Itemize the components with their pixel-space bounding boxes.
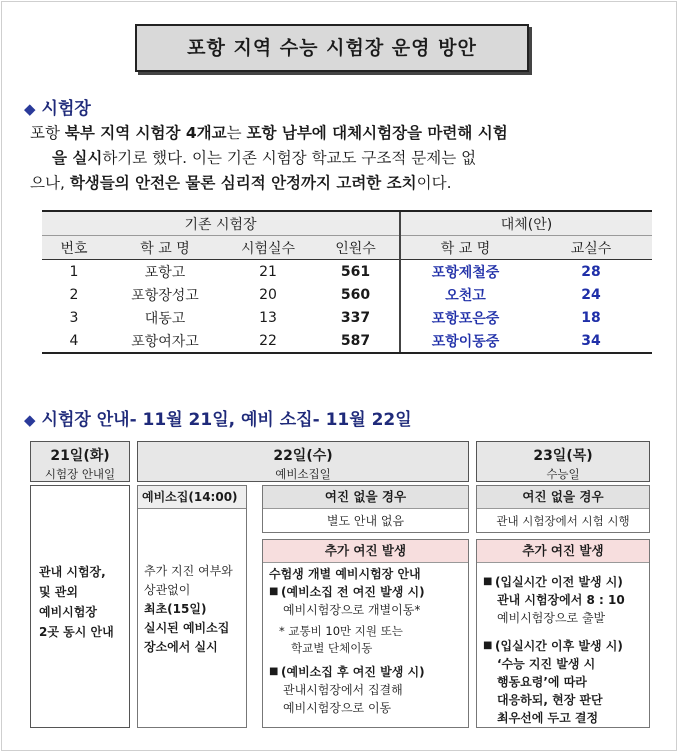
cell-number: 2 <box>69 286 79 303</box>
cell-alt-school: 포항이동중 <box>400 329 530 353</box>
cell-rooms: 22 <box>224 329 312 353</box>
section-heading-exam-site <box>24 94 91 119</box>
day1-line: 관내 시험장, <box>39 565 106 579</box>
day3-subtitle: 수능일 <box>546 467 580 481</box>
day1-body <box>30 485 130 728</box>
day3-no-quake-text: 관내 시험장에서 시험 시행 <box>496 514 630 528</box>
table-row <box>42 306 652 329</box>
day3-item-line: 관내 시험장에서 8 : 10 <box>497 593 625 607</box>
cell-people: 587 <box>312 329 400 353</box>
square-bullet-icon: ■ <box>483 576 493 587</box>
paragraph-line-1 <box>30 121 654 146</box>
prelim-content <box>144 562 233 657</box>
square-bullet-icon: ■ <box>483 640 493 651</box>
day3-item-line: (입실시간 이전 발생 시) <box>495 575 623 589</box>
cell-school: 대동고 <box>144 310 186 327</box>
group-existing: 기존 시험장 <box>42 211 400 236</box>
day1-line: 2곳 동시 안내 <box>39 625 114 639</box>
cell-people: 561 <box>340 263 371 280</box>
diamond-bullet-icon: ◆ <box>24 100 36 118</box>
cell-alt-rooms: 18 <box>581 309 601 326</box>
col-people: 인원수 <box>312 236 400 260</box>
day1-line: 및 관외 <box>39 585 78 599</box>
cell-alt-school: 포항제철중 <box>400 260 530 284</box>
quake-item-sub: 예비시험장으로 이동 <box>283 701 392 715</box>
paragraph-line-3 <box>30 171 654 196</box>
table-row <box>42 283 652 306</box>
table-column-header <box>42 236 652 260</box>
day2-subtitle: 예비소집일 <box>275 467 331 481</box>
document-title: 포항 지역 수능 시험장 운영 방안 <box>135 24 529 72</box>
square-bullet-icon: ■ <box>269 586 279 597</box>
text-run: 는 <box>226 124 247 142</box>
day3-item-line: ‘수능 지진 발생 시 <box>497 657 596 671</box>
day2-no-quake-box <box>262 485 469 533</box>
col-rooms: 시험실수 <box>224 236 312 260</box>
intro-paragraph <box>30 121 654 196</box>
text-run-bold: 을 실시 <box>52 149 103 167</box>
cell-school: 포항고 <box>144 264 186 281</box>
table-group-header <box>42 211 652 236</box>
col-alt-rooms: 교실수 <box>530 236 652 260</box>
prelim-bold-line: 장소에서 실시 <box>144 640 218 654</box>
cell-alt-rooms: 24 <box>581 286 601 303</box>
quake-item-title: (예비소집 후 여진 발생 시) <box>281 665 425 679</box>
cell-rooms: 13 <box>259 309 277 326</box>
day3-item-line: 최우선에 두고 결정 <box>497 711 599 725</box>
quake-item-2 <box>269 663 462 681</box>
day1-content <box>39 562 114 642</box>
day3-quake-item-2 <box>483 637 643 655</box>
text-run-bold: 북부 지역 시험장 4개교 <box>64 124 227 142</box>
cell-alt-rooms: 28 <box>581 263 601 280</box>
exam-site-table <box>42 210 652 354</box>
day1-date: 21일(화) <box>50 448 110 464</box>
text-run: 이다. <box>416 174 452 192</box>
quake-subtitle: 수험생 개별 예비시험장 안내 <box>269 567 421 581</box>
day3-quake-content <box>477 563 649 727</box>
day2-prelim-box <box>137 485 247 728</box>
section-heading-text: 시험장 안내- 11월 21일, 예비 소집- 11월 22일 <box>41 410 412 430</box>
day3-item-line: (입실시간 이후 발생 시) <box>495 639 623 653</box>
quake-item-sub: 예비시험장으로 개별이동* <box>283 603 421 617</box>
cell-school: 포항여자고 <box>106 329 224 353</box>
day2-quake-content <box>263 563 468 719</box>
cell-number: 1 <box>69 263 79 280</box>
day3-item-line: 대응하되, 현장 판단 <box>497 693 603 707</box>
day3-no-quake-box <box>476 485 650 533</box>
cell-number: 3 <box>69 309 79 326</box>
day2-date: 22일(수) <box>273 448 333 464</box>
cell-school: 포항장성고 <box>131 287 199 304</box>
day3-item-line: 행동요령’에 따라 <box>497 675 587 689</box>
day2-header <box>137 441 469 482</box>
day2-quake-box <box>262 539 469 728</box>
prelim-caption: 예비소집(14:00) <box>138 486 246 509</box>
day2-no-quake-caption: 여진 없을 경우 <box>263 486 468 509</box>
day3-item-line: 예비시험장으로 출발 <box>497 611 606 625</box>
day1-line: 예비시험장 <box>39 605 97 619</box>
day3-date: 23일(목) <box>533 448 593 464</box>
day1-header <box>30 441 130 482</box>
day3-quake-caption: 추가 여진 발생 <box>477 540 649 563</box>
col-school: 학 교 명 <box>106 236 224 260</box>
day3-quake-box <box>476 539 650 728</box>
prelim-bold-line: 최초(15일) <box>144 602 207 616</box>
table-row <box>42 260 652 284</box>
cell-people: 337 <box>340 309 371 326</box>
col-alt-school: 학 교 명 <box>400 236 530 260</box>
day2-quake-caption: 추가 여진 발생 <box>263 540 468 563</box>
square-bullet-icon: ■ <box>269 666 279 677</box>
quake-item-title: (예비소집 전 여진 발생 시) <box>281 585 425 599</box>
prelim-line: 추가 지진 여부와 <box>144 564 233 578</box>
quake-item-sub: 관내시험장에서 집결해 <box>283 683 403 697</box>
cell-number: 4 <box>42 329 106 353</box>
section-heading-schedule <box>24 405 412 430</box>
diamond-bullet-icon: ◆ <box>24 411 36 429</box>
paragraph-line-2 <box>30 146 654 171</box>
quake-note: * 교통비 10만 지원 또는 <box>279 624 403 638</box>
table-row <box>42 329 652 353</box>
quake-note: 학교별 단체이동 <box>291 641 373 655</box>
text-run-bold: 포항 남부에 대체시험장을 마련해 시험 <box>246 124 508 142</box>
cell-alt-rooms: 34 <box>530 329 652 353</box>
day3-quake-item-1 <box>483 573 643 591</box>
col-number: 번호 <box>42 236 106 260</box>
section-heading-text: 시험장 <box>41 99 91 119</box>
day1-subtitle: 시험장 안내일 <box>44 467 116 481</box>
day2-no-quake-text: 별도 안내 없음 <box>326 514 405 528</box>
prelim-bold-line: 실시된 예비소집 <box>144 621 230 635</box>
text-run: 하기로 했다. 이는 기존 시험장 학교도 구조적 문제는 없 <box>102 149 477 167</box>
day3-no-quake-caption: 여진 없을 경우 <box>477 486 649 509</box>
quake-item-1 <box>269 583 462 601</box>
day3-header <box>476 441 650 482</box>
cell-alt-school: 포항포은중 <box>400 306 530 329</box>
text-run: 포항 <box>30 124 65 142</box>
cell-people: 560 <box>340 286 371 303</box>
cell-rooms: 20 <box>259 286 277 303</box>
prelim-line: 상관없이 <box>144 583 191 597</box>
group-alternative: 대체(안) <box>400 211 652 236</box>
cell-rooms: 21 <box>259 263 277 280</box>
text-run-bold: 학생들의 안전은 물론 심리적 안정까지 고려한 조치 <box>69 174 417 192</box>
cell-alt-school: 오천고 <box>400 283 530 306</box>
text-run: 으나, <box>30 174 70 192</box>
